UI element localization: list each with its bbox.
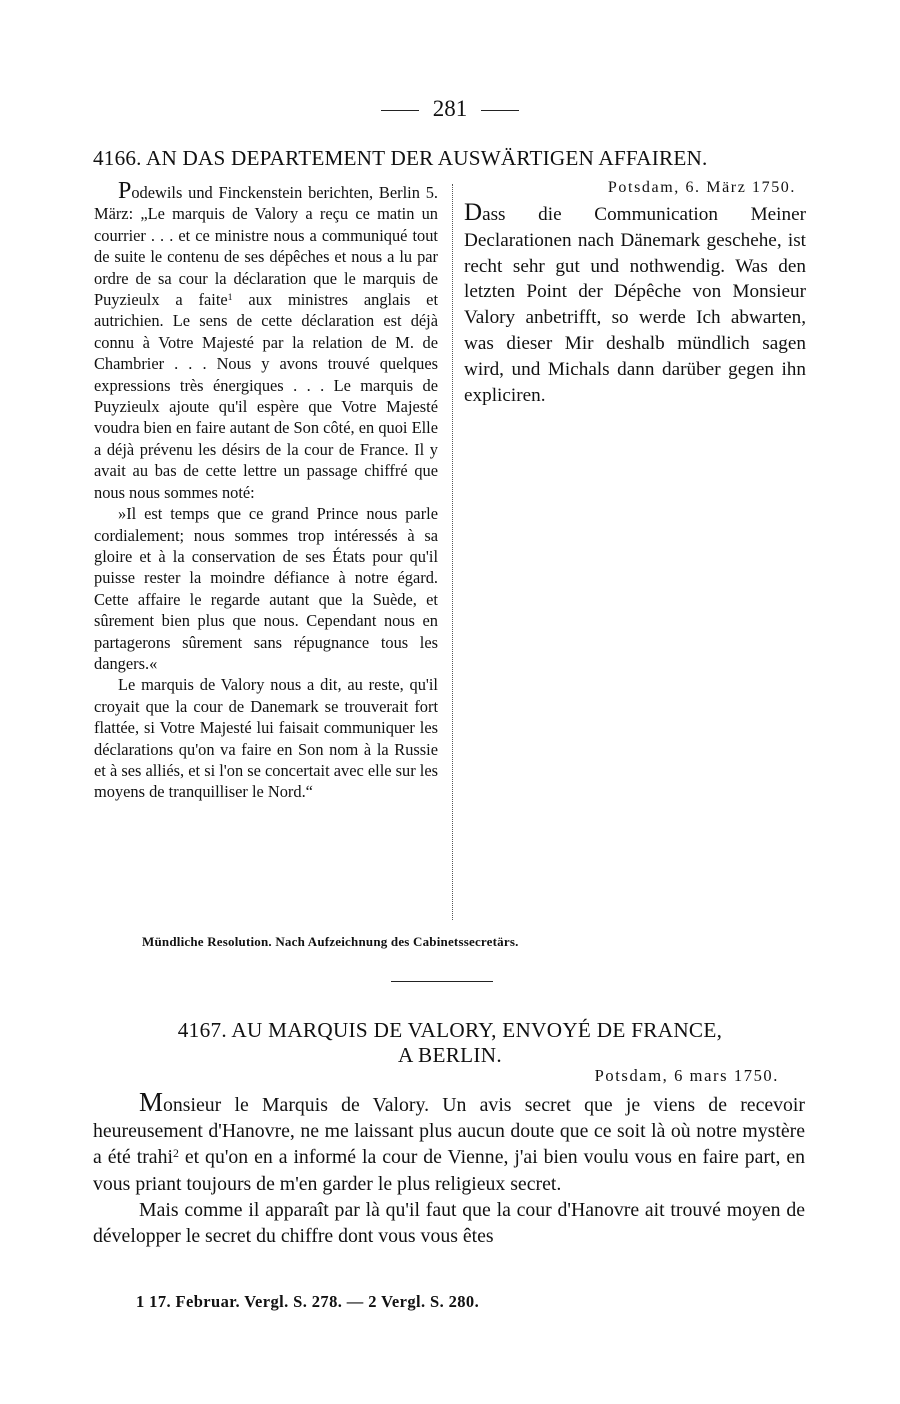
reply-paragraph: Dass die Communication Meiner Declarationen nach Dänemark geschehe, ist recht sehr gut und nothwendig. Was den letzten Point der Dépêche von Monsieur Valory anbetrifft, so werde Ich abwarten, was dieser Mir deshalb mündlich sagen wird, und Michals dann darüber gegen ihn expliciren.	[464, 199, 806, 406]
reply-column	[464, 178, 806, 408]
footnote-ref-2: 2	[172, 1146, 179, 1161]
footnote-ref-1: 1	[227, 292, 233, 304]
letter-paragraph-1: Monsieur le Marquis de Valory. Un avis secret que je viens de recevoir heureusement d'Hanovre, ne me laissant plus aucun doute que ce soit là où notre mystère a été trahi$^2$ et qu'on en a informé la cour de Vienne, j'ai bien voulu vous en faire part, en vous priant toujours de m'en garder le plus religieux secret.	[93, 1087, 806, 1195]
initial-letter-m: M	[139, 1087, 164, 1117]
document-4167-heading-line-2: A BERLIN.	[398, 1043, 502, 1067]
footnotes: 1 17. Februar. Vergl. S. 278. — 2 Vergl. S. 280.	[136, 1292, 480, 1311]
document-4167-heading-line-1: 4167. AU MARQUIS DE VALORY, ENVOYÉ DE FRANCE,	[177, 1018, 723, 1042]
letter-dateline: Potsdam, 6 mars 1750.	[594, 1066, 779, 1085]
resolution-note: Mündliche Resolution. Nach Aufzeichnung des Cabinetssecretärs.	[142, 934, 519, 949]
reply-dateline: Potsdam, 6. März 1750.	[607, 179, 796, 196]
column-separator	[452, 184, 453, 920]
section-divider	[391, 981, 493, 982]
report-paragraph-1: Podewils und Finckenstein berichten, Berlin 5. März: „Le marquis de Valory a reçu ce matin un courrier . . . et ce ministre nous a communiqué tout de suite le contenu de ses dépêches et nous a lu par ordre de sa cour la déclaration que le marquis de Puyzieulx a faite$^1$ aux ministres anglais et autrichien. Le sens de cette déclaration est déjà connu à Votre Majesté par la relation de M. de Chambrier . . . Nous y avons trouvé quelques expressions très énergiques . . . Le marquis de Puyzieulx ajoute qu'il espère que Votre Majesté voudra bien en faire autant de Son côté, en quoi Elle a déjà prévenu les désirs de la cour de France. Il y avait au bas de cette lettre un passage chiffré que nous nous sommes noté:	[94, 178, 438, 502]
page-number: 281	[0, 96, 900, 122]
document-4167-heading	[0, 1018, 900, 1068]
page-number-right-dash	[481, 110, 519, 111]
report-paragraph-3: Le marquis de Valory nous a dit, au reste, qu'il croyait que la cour de Danemark se trouverait fort flattée, si Votre Majesté lui faisait communiquer les déclarations qu'on va faire en Son nom à la Russie et à ses alliés, et si l'on se concertait avec elle sur les moyens de tranquilliser le Nord.“	[94, 675, 438, 802]
initial-letter-p: P	[118, 178, 132, 204]
report-paragraph-2: »Il est temps que ce grand Prince nous parle cordialement; nous sommes trop intéressés à sa gloire et à la conservation de ses États pour qu'il puisse rester la moindre défiance à notre égard. Cette affaire le regarde autant que la Suède, et sûrement bien plus que nous. Cependant nous en partagerons sûrement sans répugnance tous les dangers.«	[94, 504, 438, 673]
page-number-left-dash	[381, 110, 419, 111]
letter-body	[93, 1089, 805, 1249]
letter-paragraph-2: Mais comme il apparaît par là qu'il faut que la cour d'Hanovre ait trouvé moyen de développer le secret du chiffre dont vous vous êtes	[93, 1198, 805, 1248]
initial-letter-d: D	[464, 199, 483, 226]
report-column	[94, 179, 438, 803]
document-4166-heading: 4166. AN DAS DEPARTEMENT DER AUSWÄRTIGEN AFFAIREN.	[93, 146, 708, 170]
